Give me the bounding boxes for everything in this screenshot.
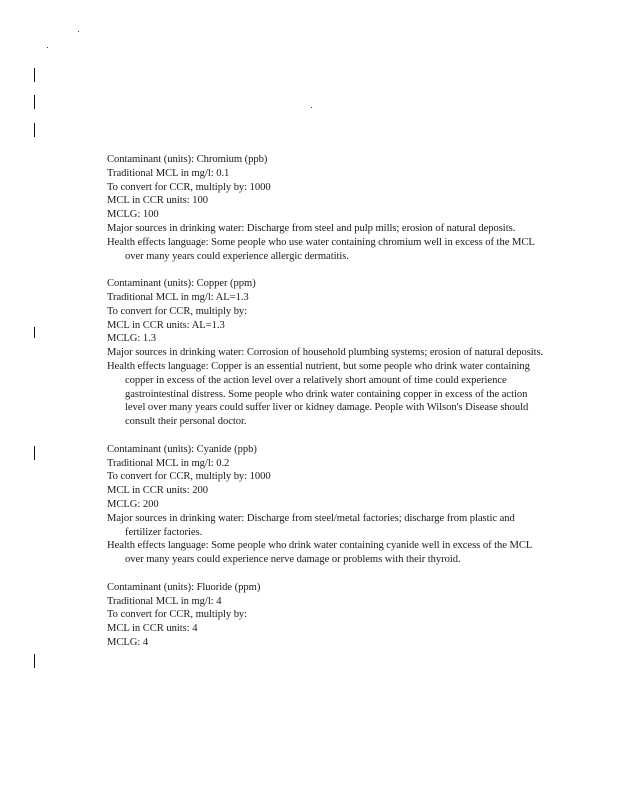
revision-bar bbox=[34, 95, 35, 109]
mcl-ccr-units: MCL in CCR units: AL=1.3 bbox=[107, 319, 225, 331]
scan-speck bbox=[47, 47, 48, 48]
contaminant-name: Contaminant (units): Copper (ppm) bbox=[107, 278, 256, 290]
health-effects: Health effects language: Some people who use water containing chromium well in excess of the MCL over many years could experience allergic dermatitis. bbox=[107, 236, 535, 262]
contaminant-name: Contaminant (units): Chromium (ppb) bbox=[107, 154, 268, 165]
mcl-ccr-units: MCL in CCR units: 4 bbox=[107, 623, 198, 635]
mcl-ccr-units: MCL in CCR units: 200 bbox=[107, 485, 208, 497]
mclg: MCLG: 4 bbox=[107, 636, 149, 648]
contaminant-name: Contaminant (units): Fluoride (ppm) bbox=[107, 581, 261, 593]
health-effects: Health effects language: Some people who drink water containing cyanide well in excess of the MCL over many years could experience nerve damage or problems with their thyroid. bbox=[107, 540, 532, 566]
contaminant-name: Contaminant (units): Cyanide (ppb) bbox=[107, 443, 257, 455]
revision-bar bbox=[34, 446, 35, 460]
conversion-factor: To convert for CCR, multiply by: 1000 bbox=[107, 181, 271, 193]
mclg: MCLG: 100 bbox=[107, 209, 159, 221]
conversion-factor: To convert for CCR, multiply by: 1000 bbox=[107, 471, 271, 483]
contaminant-list bbox=[107, 153, 547, 663]
contaminant-block-cyanide bbox=[107, 443, 547, 567]
revision-bar bbox=[34, 327, 35, 338]
conversion-factor: To convert for CCR, multiply by: bbox=[107, 305, 248, 317]
major-sources: Major sources in drinking water: Corrosion of household plumbing systems; erosion of natural deposits. bbox=[107, 347, 544, 359]
contaminant-block-chromium bbox=[107, 153, 547, 263]
mclg: MCLG: 1.3 bbox=[107, 333, 156, 345]
major-sources: Major sources in drinking water: Discharge from steel and pulp mills; erosion of natural deposits. bbox=[107, 222, 516, 234]
major-sources: Major sources in drinking water: Discharge from steel/metal factories; discharge from plastic and fertilizer factories. bbox=[107, 512, 515, 538]
traditional-mcl: Traditional MCL in mg/l: AL=1.3 bbox=[107, 291, 249, 303]
revision-bar bbox=[34, 654, 35, 668]
revision-bar bbox=[34, 68, 35, 82]
traditional-mcl: Traditional MCL in mg/l: 0.1 bbox=[107, 167, 230, 179]
mcl-ccr-units: MCL in CCR units: 100 bbox=[107, 195, 208, 207]
health-effects: Health effects language: Copper is an essential nutrient, but some people who drink water containing copper in excess of the action level over a relatively short amount of time could experience gastrointestinal distress. Some people who drink water containing copper in excess of the action level over many years could suffer liver or kidney damage. People with Wilson's Disease should consult their personal doctor. bbox=[107, 360, 530, 428]
conversion-factor: To convert for CCR, multiply by: bbox=[107, 609, 248, 621]
scan-speck bbox=[78, 31, 79, 32]
traditional-mcl: Traditional MCL in mg/l: 0.2 bbox=[107, 457, 230, 469]
contaminant-block-fluoride bbox=[107, 581, 547, 650]
mclg: MCLG: 200 bbox=[107, 498, 159, 510]
traditional-mcl: Traditional MCL in mg/l: 4 bbox=[107, 595, 222, 607]
contaminant-block-copper bbox=[107, 277, 547, 429]
scan-speck bbox=[311, 107, 312, 108]
revision-bar bbox=[34, 123, 35, 137]
